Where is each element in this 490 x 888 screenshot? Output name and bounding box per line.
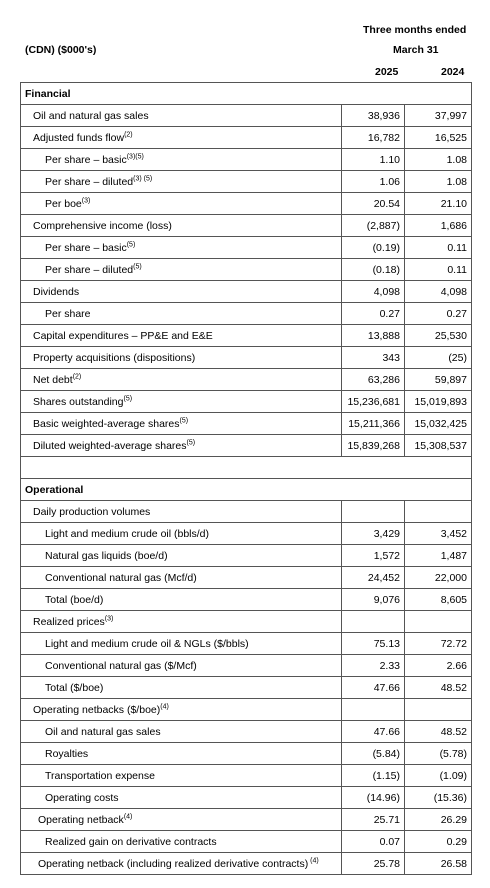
row-label-cell bbox=[21, 523, 342, 545]
table-row bbox=[21, 699, 472, 721]
row-label-cell bbox=[21, 611, 342, 633]
table-row bbox=[21, 677, 472, 699]
value-2024: 37,997 bbox=[405, 105, 472, 127]
table-row bbox=[21, 259, 472, 281]
value-2025: 75.13 bbox=[342, 633, 405, 655]
value-2025: 25.71 bbox=[342, 809, 405, 831]
row-label: Conventional natural gas (Mcf/d) bbox=[45, 571, 197, 584]
row-label: Shares outstanding bbox=[33, 395, 124, 408]
row-label-cell bbox=[21, 149, 342, 171]
table-row bbox=[21, 347, 472, 369]
row-label: Per share – basic bbox=[45, 153, 127, 166]
table-row bbox=[21, 743, 472, 765]
value-2025: 343 bbox=[342, 347, 405, 369]
value-2024 bbox=[405, 699, 472, 721]
value-2024: 15,032,425 bbox=[405, 413, 472, 435]
year-2024-header: 2024 bbox=[441, 66, 465, 78]
row-label: Realized gain on derivative contracts bbox=[45, 835, 217, 848]
value-2024: (5.78) bbox=[405, 743, 472, 765]
table-row bbox=[21, 435, 472, 457]
value-2024: 22,000 bbox=[405, 567, 472, 589]
financial-table bbox=[20, 82, 472, 875]
row-label: Operating netback bbox=[38, 813, 124, 826]
table-row bbox=[21, 809, 472, 831]
table-row bbox=[21, 633, 472, 655]
value-2025: 24,452 bbox=[342, 567, 405, 589]
row-label-cell bbox=[21, 435, 342, 457]
value-2024: 25,530 bbox=[405, 325, 472, 347]
footnote-ref: (3) bbox=[104, 615, 114, 622]
row-label-cell bbox=[21, 567, 342, 589]
row-label: Diluted weighted-average shares bbox=[33, 439, 187, 452]
row-label-cell bbox=[21, 501, 342, 523]
value-2025: 47.66 bbox=[342, 677, 405, 699]
value-2025 bbox=[342, 699, 405, 721]
value-2024: 72.72 bbox=[405, 633, 472, 655]
footnote-ref: (5) bbox=[186, 439, 196, 446]
value-2024: 4,098 bbox=[405, 281, 472, 303]
row-label-cell bbox=[21, 171, 342, 193]
date-header: March 31 bbox=[393, 44, 439, 56]
table-row bbox=[21, 831, 472, 853]
row-label: Operating netback (including realized derivative contracts) bbox=[38, 857, 309, 870]
row-label-cell bbox=[21, 787, 342, 809]
empty-cell bbox=[405, 479, 472, 501]
empty-cell bbox=[21, 457, 342, 479]
table-row bbox=[21, 281, 472, 303]
empty-cell bbox=[342, 457, 405, 479]
value-2024: 0.29 bbox=[405, 831, 472, 853]
row-label: Dividends bbox=[33, 285, 80, 298]
value-2025: 63,286 bbox=[342, 369, 405, 391]
units-header: (CDN) ($000's) bbox=[25, 44, 97, 56]
value-2025: 47.66 bbox=[342, 721, 405, 743]
empty-cell bbox=[342, 83, 405, 105]
row-label-cell bbox=[21, 589, 342, 611]
value-2024: 1,487 bbox=[405, 545, 472, 567]
footnote-ref: (3) (5) bbox=[133, 175, 153, 182]
row-label: Adjusted funds flow bbox=[33, 131, 125, 144]
row-label: Natural gas liquids (boe/d) bbox=[45, 549, 168, 562]
value-2025: 15,839,268 bbox=[342, 435, 405, 457]
row-label-cell bbox=[21, 545, 342, 567]
table-row bbox=[21, 391, 472, 413]
section-header-row bbox=[21, 479, 472, 501]
footnote-ref: (3)(5) bbox=[126, 153, 144, 160]
value-2024: 16,525 bbox=[405, 127, 472, 149]
row-label: Comprehensive income (loss) bbox=[33, 219, 172, 232]
row-label: Capital expenditures – PP&E and E&E bbox=[33, 329, 213, 342]
row-label-cell bbox=[21, 215, 342, 237]
footnote-ref: (5) bbox=[123, 395, 133, 402]
row-label-cell bbox=[21, 303, 342, 325]
section-title: Operational bbox=[21, 479, 342, 501]
value-2024: 2.66 bbox=[405, 655, 472, 677]
value-2024: (15.36) bbox=[405, 787, 472, 809]
value-2024: 59,897 bbox=[405, 369, 472, 391]
footnote-ref: (5) bbox=[126, 241, 136, 248]
table-row bbox=[21, 545, 472, 567]
row-label-cell bbox=[21, 743, 342, 765]
row-label: Realized prices bbox=[33, 615, 105, 628]
value-2025: (14.96) bbox=[342, 787, 405, 809]
value-2025: 15,236,681 bbox=[342, 391, 405, 413]
table-row bbox=[21, 303, 472, 325]
value-2025: 0.27 bbox=[342, 303, 405, 325]
value-2025 bbox=[342, 611, 405, 633]
row-label: Property acquisitions (dispositions) bbox=[33, 351, 196, 364]
value-2024: 1.08 bbox=[405, 149, 472, 171]
row-label-cell bbox=[21, 369, 342, 391]
table-row bbox=[21, 369, 472, 391]
section-header-row bbox=[21, 83, 472, 105]
row-label-cell bbox=[21, 633, 342, 655]
table-row bbox=[21, 611, 472, 633]
row-label-cell bbox=[21, 677, 342, 699]
value-2024: 15,308,537 bbox=[405, 435, 472, 457]
footnote-ref: (2) bbox=[124, 131, 133, 138]
value-2024: 26.58 bbox=[405, 853, 472, 875]
row-label: Per share – diluted bbox=[45, 175, 134, 188]
value-2025: 4,098 bbox=[342, 281, 405, 303]
value-2025: 1.10 bbox=[342, 149, 405, 171]
footnote-ref: (4) bbox=[308, 857, 319, 864]
table-row bbox=[21, 721, 472, 743]
row-label-cell bbox=[21, 765, 342, 787]
table-row bbox=[21, 589, 472, 611]
footnote-ref: (5) bbox=[179, 417, 189, 424]
table-row bbox=[21, 413, 472, 435]
row-label: Per boe bbox=[45, 197, 82, 210]
value-2024: 0.11 bbox=[405, 259, 472, 281]
table-row bbox=[21, 853, 472, 875]
value-2025: 2.33 bbox=[342, 655, 405, 677]
value-2024: 15,019,893 bbox=[405, 391, 472, 413]
table-row bbox=[21, 501, 472, 523]
row-label: Basic weighted-average shares bbox=[33, 417, 180, 430]
row-label-cell bbox=[21, 809, 342, 831]
row-label: Oil and natural gas sales bbox=[33, 109, 149, 122]
year-2025-header: 2025 bbox=[375, 66, 399, 78]
row-label: Conventional natural gas ($/Mcf) bbox=[45, 659, 197, 672]
value-2024: 48.52 bbox=[405, 677, 472, 699]
empty-cell bbox=[405, 457, 472, 479]
value-2025: 1,572 bbox=[342, 545, 405, 567]
row-label-cell bbox=[21, 237, 342, 259]
table-row bbox=[21, 765, 472, 787]
row-label-cell bbox=[21, 105, 342, 127]
row-label-cell bbox=[21, 347, 342, 369]
value-2025: 20.54 bbox=[342, 193, 405, 215]
value-2025: 3,429 bbox=[342, 523, 405, 545]
row-label-cell bbox=[21, 325, 342, 347]
table-row bbox=[21, 215, 472, 237]
row-label: Oil and natural gas sales bbox=[45, 725, 161, 738]
table-row bbox=[21, 127, 472, 149]
value-2024: 0.27 bbox=[405, 303, 472, 325]
table-row bbox=[21, 325, 472, 347]
value-2025: 1.06 bbox=[342, 171, 405, 193]
empty-cell bbox=[342, 479, 405, 501]
value-2024: 21.10 bbox=[405, 193, 472, 215]
value-2025: (5.84) bbox=[342, 743, 405, 765]
value-2025: 0.07 bbox=[342, 831, 405, 853]
row-label-cell bbox=[21, 655, 342, 677]
row-label: Operating netbacks ($/boe) bbox=[33, 703, 161, 716]
footnote-ref: (3) bbox=[81, 197, 91, 204]
row-label: Per share – basic bbox=[45, 241, 127, 254]
period-header: Three months ended bbox=[363, 24, 467, 36]
row-label: Daily production volumes bbox=[33, 505, 151, 518]
row-label: Royalties bbox=[45, 747, 89, 760]
value-2025: 15,211,366 bbox=[342, 413, 405, 435]
value-2024 bbox=[405, 501, 472, 523]
value-2025: (0.18) bbox=[342, 259, 405, 281]
row-label: Total ($/boe) bbox=[45, 681, 104, 694]
footnote-ref: (4) bbox=[123, 813, 133, 820]
value-2025 bbox=[342, 501, 405, 523]
row-label-cell bbox=[21, 853, 342, 875]
row-label: Per share – diluted bbox=[45, 263, 134, 276]
table-row bbox=[21, 149, 472, 171]
value-2024 bbox=[405, 611, 472, 633]
row-label-cell bbox=[21, 259, 342, 281]
value-2025: 16,782 bbox=[342, 127, 405, 149]
value-2024: 0.11 bbox=[405, 237, 472, 259]
empty-cell bbox=[405, 83, 472, 105]
value-2025: (1.15) bbox=[342, 765, 405, 787]
row-label-cell bbox=[21, 413, 342, 435]
row-label-cell bbox=[21, 391, 342, 413]
value-2024: 8,605 bbox=[405, 589, 472, 611]
table-row bbox=[21, 567, 472, 589]
value-2025: 38,936 bbox=[342, 105, 405, 127]
section-title: Financial bbox=[21, 83, 342, 105]
row-label: Light and medium crude oil & NGLs ($/bbls) bbox=[45, 637, 249, 650]
row-label: Operating costs bbox=[45, 791, 119, 804]
row-label-cell bbox=[21, 699, 342, 721]
row-label-cell bbox=[21, 721, 342, 743]
value-2025: 9,076 bbox=[342, 589, 405, 611]
row-label-cell bbox=[21, 193, 342, 215]
value-2025: (0.19) bbox=[342, 237, 405, 259]
row-label: Net debt bbox=[33, 373, 73, 386]
table-row bbox=[21, 655, 472, 677]
value-2024: 3,452 bbox=[405, 523, 472, 545]
value-2024: 48.52 bbox=[405, 721, 472, 743]
table-row bbox=[21, 237, 472, 259]
value-2025: (2,887) bbox=[342, 215, 405, 237]
table-row bbox=[21, 171, 472, 193]
value-2024: 1,686 bbox=[405, 215, 472, 237]
row-label-cell bbox=[21, 831, 342, 853]
footnote-ref: (2) bbox=[72, 373, 82, 380]
row-label: Total (boe/d) bbox=[45, 593, 104, 606]
value-2024: 26.29 bbox=[405, 809, 472, 831]
table-row bbox=[21, 787, 472, 809]
value-2024: (25) bbox=[405, 347, 472, 369]
row-label: Transportation expense bbox=[45, 769, 155, 782]
table-row bbox=[21, 193, 472, 215]
row-label: Light and medium crude oil (bbls/d) bbox=[45, 527, 210, 540]
row-label-cell bbox=[21, 127, 342, 149]
value-2025: 13,888 bbox=[342, 325, 405, 347]
value-2024: (1.09) bbox=[405, 765, 472, 787]
footnote-ref: (5) bbox=[133, 263, 142, 270]
spacer-row bbox=[21, 457, 472, 479]
value-2024: 1.08 bbox=[405, 171, 472, 193]
table-row bbox=[21, 523, 472, 545]
table-row bbox=[21, 105, 472, 127]
footnote-ref: (4) bbox=[160, 703, 169, 710]
row-label: Per share bbox=[45, 307, 91, 320]
value-2025: 25.78 bbox=[342, 853, 405, 875]
row-label-cell bbox=[21, 281, 342, 303]
